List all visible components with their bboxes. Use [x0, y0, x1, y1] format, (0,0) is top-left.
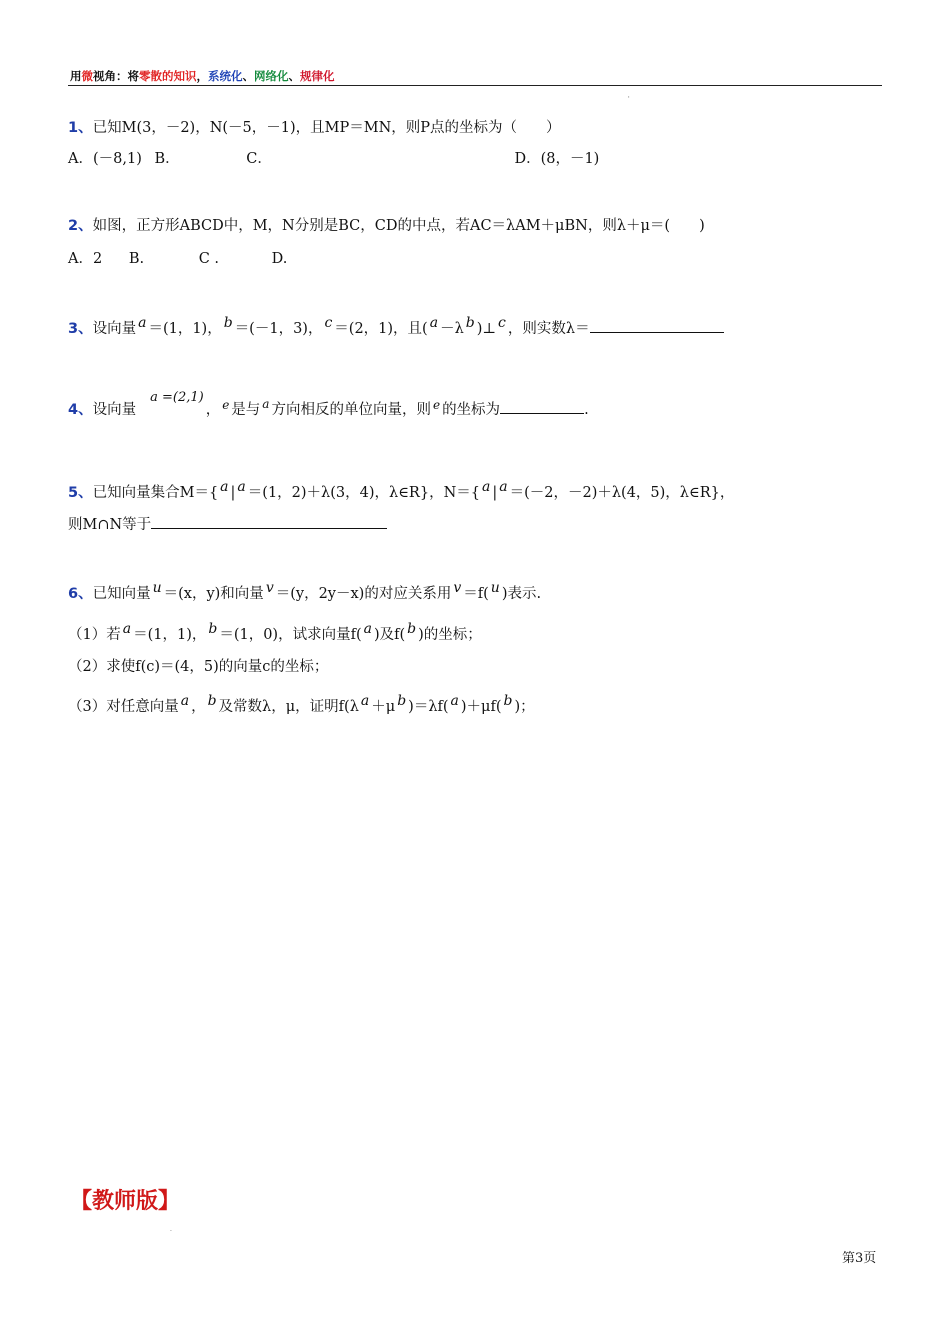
question-5: 5、已知向量集合M＝{ a | a ＝(1，2)＋λ(3，4)，λ∈R}，N＝{ a | a ＝(－2，－2)＋λ(4，5)，λ∈R}， — [68, 479, 735, 501]
answer-blank[interactable] — [590, 318, 724, 333]
header-slogan: 用微视角：将零散的知识，系统化、网络化、规律化 — [70, 69, 335, 83]
header-rule — [68, 85, 882, 86]
question-6-part-1: （1）若 a ＝(1，1)， b ＝(1，0)，试求向量f( a )及f( b )的坐标； — [68, 621, 482, 643]
question-1-options: A．(－8,1) B． C． D．(8，－1) — [68, 151, 600, 167]
page-number: 第3页 — [842, 1251, 877, 1266]
question-3: 3、设向量 a ＝(1，1)， b ＝(－1，3)， c ＝(2，1)，且( a －λ b )⊥ c ，则实数λ＝ — [68, 318, 724, 339]
question-1: 1、已知M(3，－2)，N(－5，－1)，且MP＝MN，则P点的坐标为（ ） — [68, 120, 561, 136]
answer-blank[interactable] — [151, 514, 387, 529]
question-2-options: A．2 B. C . D. — [68, 251, 288, 267]
speck: ' — [628, 96, 630, 103]
question-5-line2: 则M∩N等于 — [68, 514, 387, 535]
question-4: 4、设向量a =(2,1)， e 是与 a 方向相反的单位向量，则 e 的坐标为 . — [68, 390, 589, 418]
question-6-part-3: （3）对任意向量 a ， b 及常数λ，μ，证明f(λ a ＋μ b )＝λf( a )＋μf( b )； — [68, 693, 535, 715]
question-6-part-2: （2）求使f(c)＝(4，5)的向量c的坐标； — [68, 659, 329, 675]
question-2: 2、如图，正方形ABCD中，M，N分别是BC，CD的中点，若AC＝λAM＋μBN，则λ＋μ＝( ) — [68, 218, 705, 234]
answer-blank[interactable] — [500, 399, 584, 414]
speck: . — [170, 1226, 172, 1233]
question-6: 6、已知向量 u ＝(x，y)和向量 v ＝(y，2y－x)的对应关系用 v ＝f( u )表示. — [68, 580, 542, 602]
teacher-edition-label: 【教师版】 — [70, 1189, 181, 1214]
